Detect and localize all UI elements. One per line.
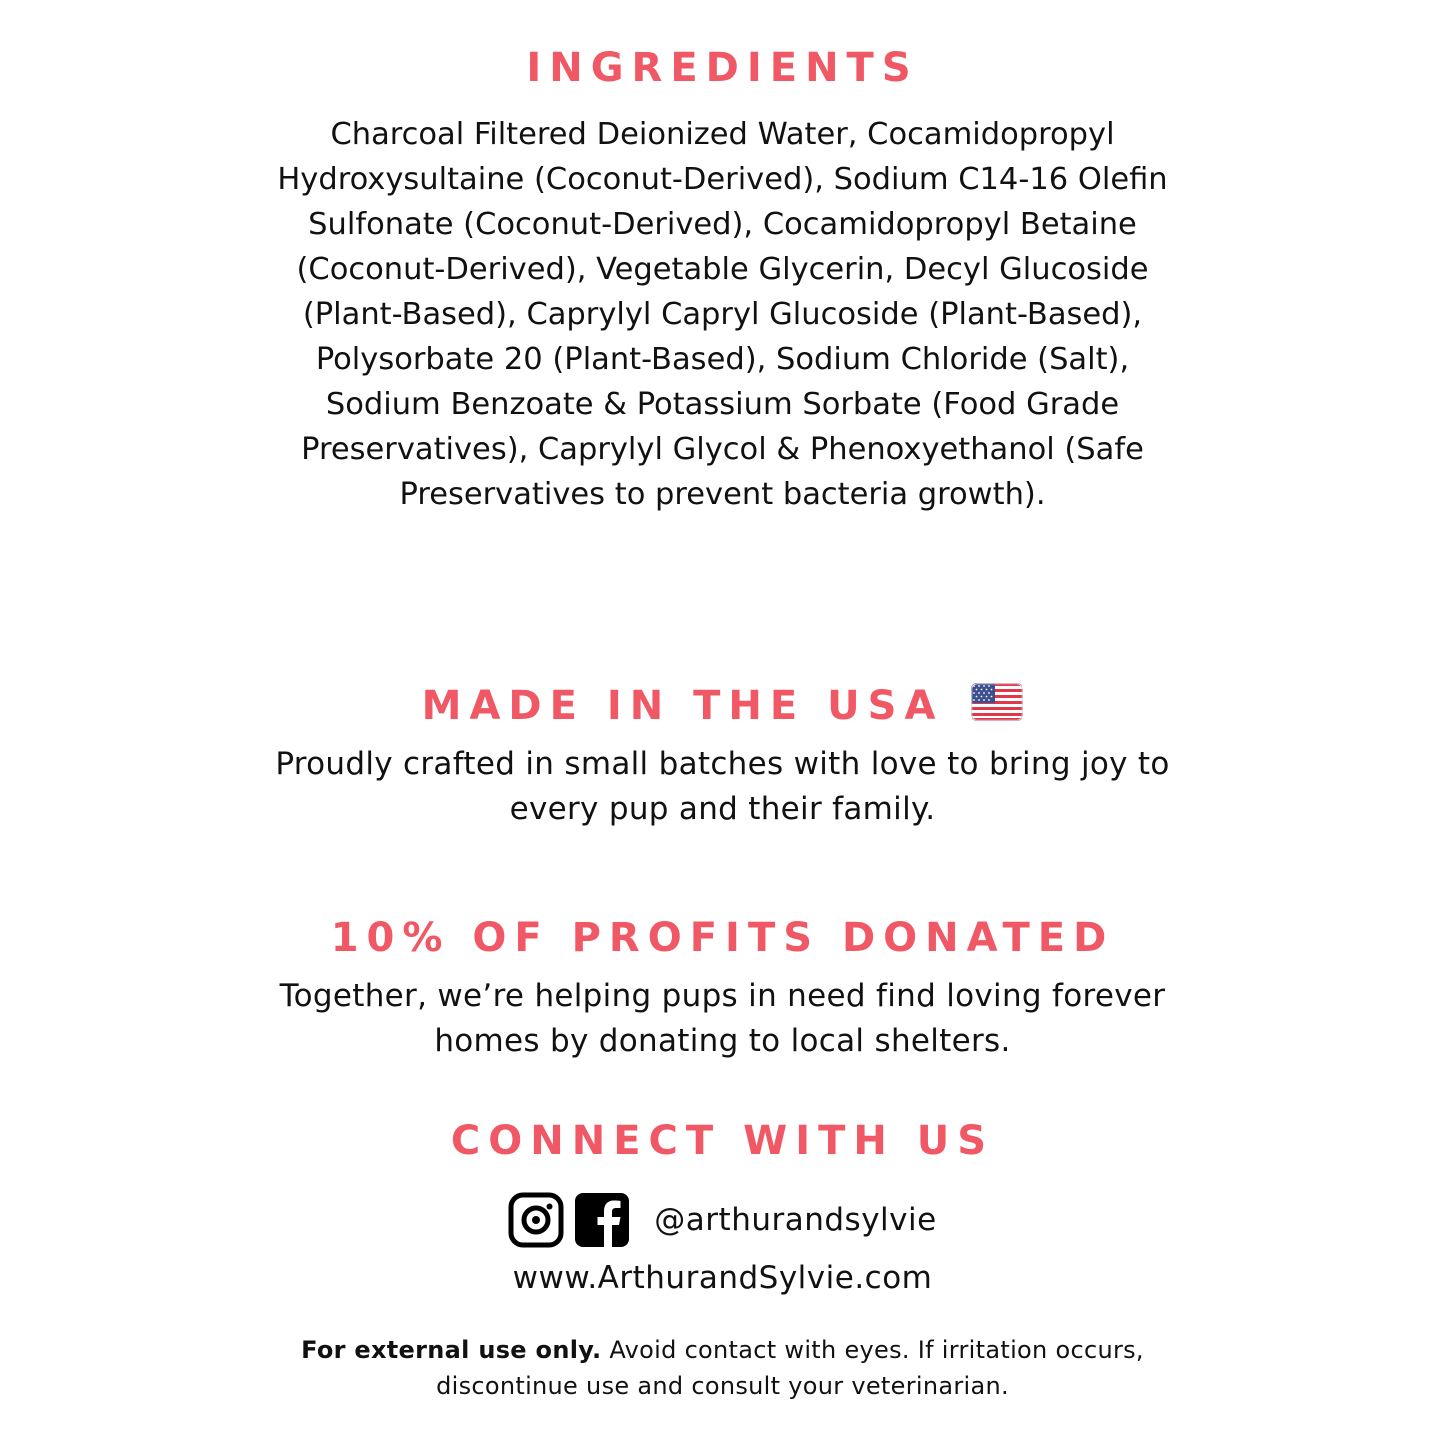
made-in-usa-text: Proudly crafted in small batches with love to bring joy to every pup and their family.: [275, 746, 1170, 827]
made-in-usa-heading: [0, 682, 1445, 730]
warning-bold: For external use only.: [301, 1336, 602, 1364]
connect-heading: CONNECT WITH US: [450, 1118, 995, 1164]
facebook-icon[interactable]: [574, 1192, 630, 1248]
social-row: [0, 1190, 1445, 1250]
donation-text: Together, we’re helping pups in need find loving forever homes by donating to local shelters.: [279, 978, 1166, 1059]
warning-text: Avoid contact with eyes. If irritation occurs, discontinue use and consult your veterinarian.: [436, 1336, 1144, 1400]
donation-heading: 10% OF PROFITS DONATED: [330, 915, 1115, 961]
made-in-usa-heading-text: MADE IN THE USA: [421, 683, 944, 729]
us-flag-icon: [971, 683, 1023, 721]
ingredients-list: Charcoal Filtered Deionized Water, Cocamidopropyl Hydroxysultaine (Coconut-Derived), Sodium C14-16 Olefin Sulfonate (Coconut-Derived), Cocamidopropyl Betaine (Coconut-Derived), Vegetable Glycerin, Decyl Glucoside (Plant-Based), Caprylyl Capryl Glucoside (Plant-Based), Polysorbate 20 (Plant-Based), Sodium Chloride (Salt), Sodium Benzoate & Potassium Sorbate (Food Grade Preservatives), Caprylyl Glycol & Phenoxyethanol (Safe Preservatives to prevent bacteria growth).: [277, 117, 1168, 512]
website-link[interactable]: www.ArthurandSylvie.com: [512, 1260, 933, 1296]
instagram-icon[interactable]: [508, 1192, 564, 1248]
social-handle[interactable]: @arthurandsylvie: [654, 1202, 937, 1238]
usage-warning: [272, 1332, 1173, 1404]
ingredients-heading: INGREDIENTS: [526, 45, 919, 91]
